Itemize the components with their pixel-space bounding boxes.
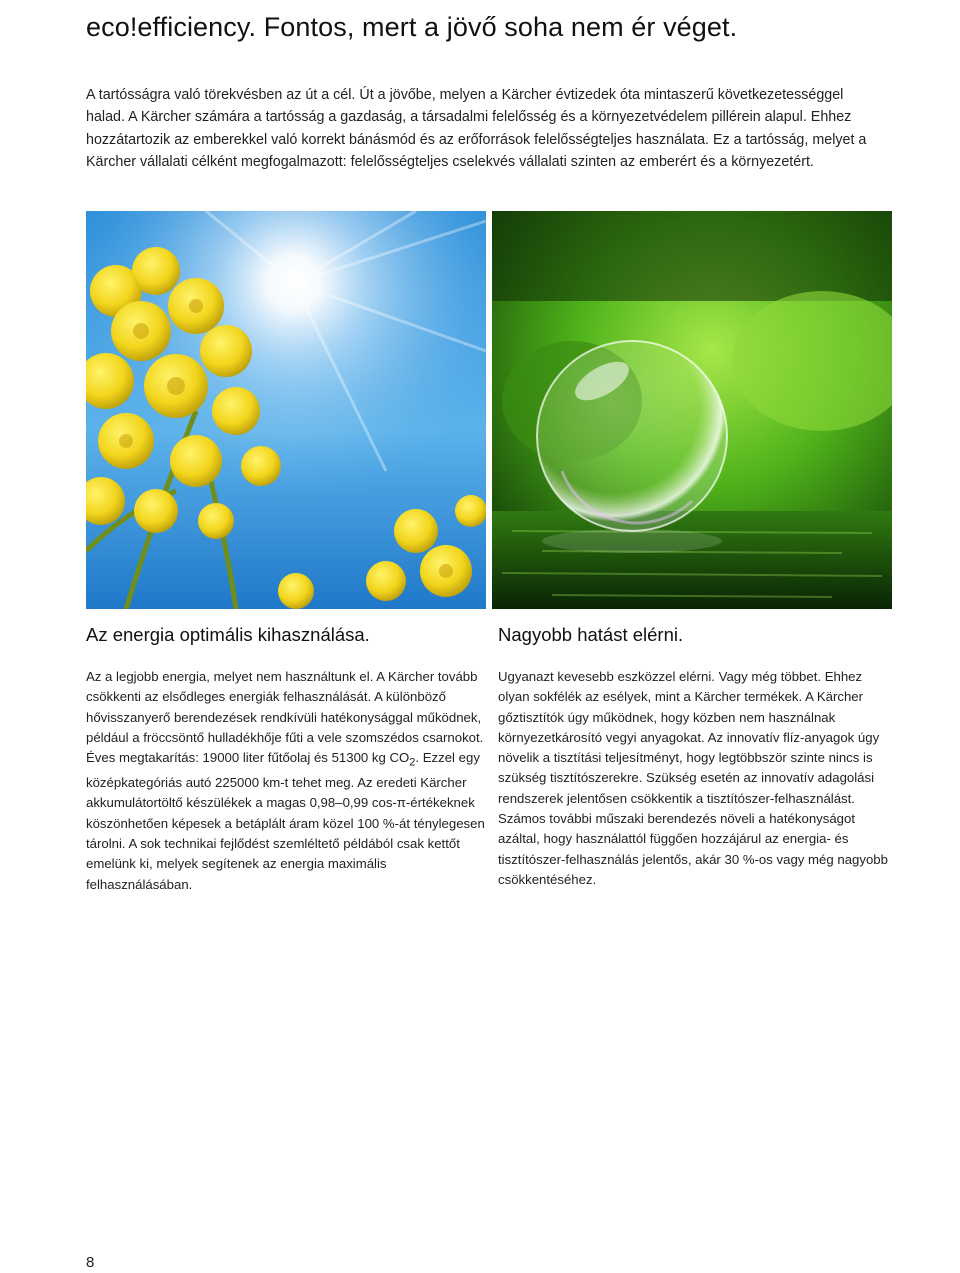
energy-section: [86, 622, 486, 895]
flowers-photo: [86, 211, 486, 609]
page-number: 8: [86, 1254, 95, 1271]
page-title: eco!efficiency. Fontos, mert a jövő soha nem ér véget.: [86, 12, 738, 42]
intro-paragraph: A tartósságra való törekvésben az út a cél. Út a jövőbe, melyen a Kärcher évtizedek óta mintaszerű következetességgel halad. A Kärcher számára a tartósság a gazdaság, a társadalmi felelősség és a környezetvédelem pillérein alapul. Ehhez hozzátartozik az emberekkel való korrekt bánásmód és az erőforrások felelősségteljes használata. Ez a tartósság, melyet a Kärcher vállalati célként megfogalmazott: felelősségteljes cselekvés vállalati szinten az emberért és a környezetért.: [86, 87, 867, 171]
energy-heading: Az energia optimális kihasználása.: [86, 624, 370, 645]
impact-section: [498, 622, 890, 890]
bubble-photo: [492, 211, 892, 609]
impact-body: Ugyanazt kevesebb eszközzel elérni. Vagy még többet. Ehhez olyan sokfélék az esélyek, mint a Kärcher termékek. A Kärcher gőztisztítók úgy működnek, hogy közben nem használnak környezetkárosító vegyi anyagokat. Az innovatív flíz-anyagok úgy növelik a tisztítási teljesítményt, hogy legtöbbször szinte nincs is szükség tisztítószerekre. Szükség esetén az innovatív adagolási rendszerek jelentősen csökkentik a tisztítószer-felhasználást. Számos további műszaki berendezés növeli a hatékonyságot azáltal, hogy használattól függően hozzájárul az energia- és tisztítószer-felhasználás jelentős, akár 30 %-os vagy még nagyobb csökkentéséhez.: [498, 669, 888, 887]
impact-heading: Nagyobb hatást elérni.: [498, 624, 684, 645]
energy-body: Az a legjobb energia, melyet nem használtunk el. A Kärcher tovább csökkenti az elsődleges energiák felhasználását. A különböző hővisszanyerő berendezések rendkívüli hatékonysággal működnek, például a fröccsöntő hulladékhője fűti a vele szomszédos csarnokot. Éves megtakarítás: 19000 liter fűtőolaj és 51300 kg $CO_2$. Ezzel egy középkategóriás autó 225000 km-t tehet meg. Az eredeti Kärcher akkumulátortöltő készülékek a magas 0,98–0,99 cos-π-értékeknek köszönhetően képesek a betáplált áram közel 100 %-át ténylegesen tárolni. A sok technikai fejlődést szemléltető példából csak kettőt emelünk ki, melyek segítenek az energia maximális felhasználásában.: [86, 669, 485, 892]
co2-subscript: 2: [409, 756, 416, 769]
soap-bubble-icon: [492, 211, 892, 609]
yellow-flowers-sun-icon: [86, 211, 486, 609]
